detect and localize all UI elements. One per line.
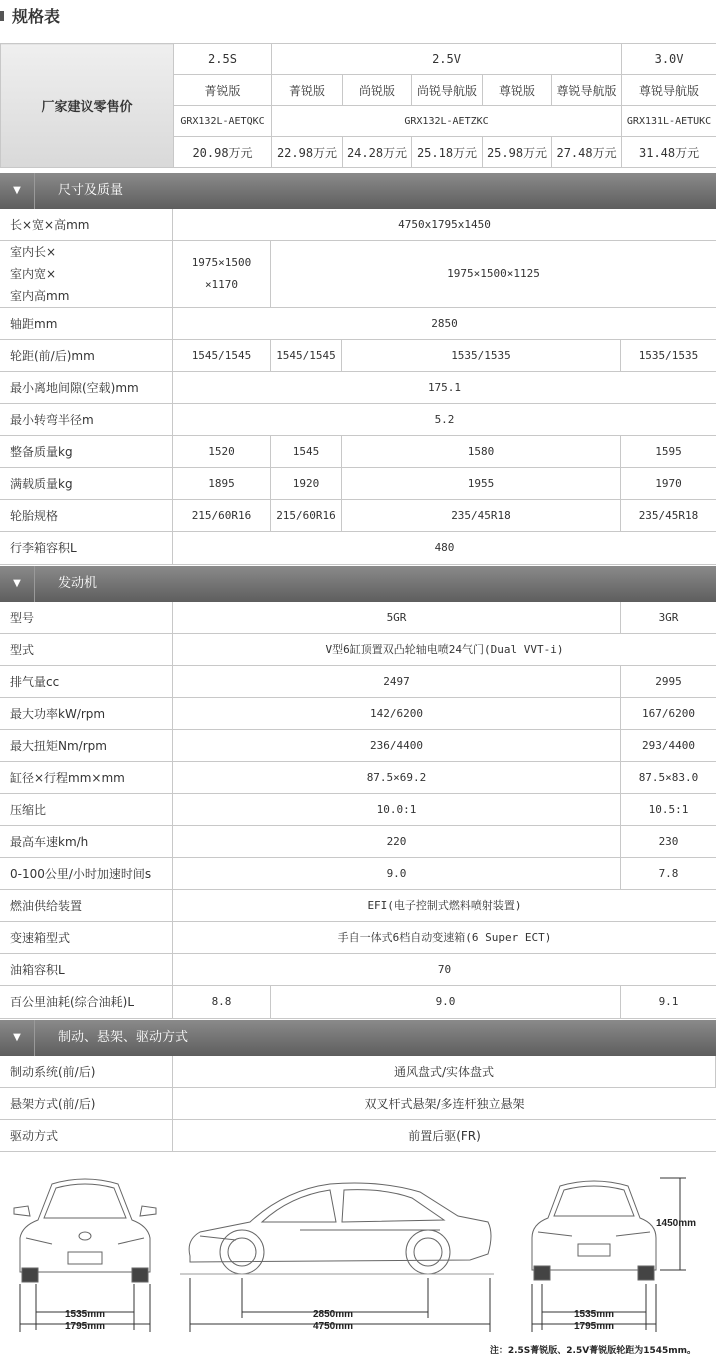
wheelbase-label: 2850mm — [312, 1309, 354, 1320]
spec-value: 87.5×83.0 — [638, 770, 699, 784]
spec-row — [0, 340, 716, 372]
spec-row — [0, 730, 716, 762]
spec-value: 1545/1545 — [173, 340, 271, 371]
spec-row — [0, 532, 716, 565]
price-value: 20.98万元 — [174, 137, 272, 168]
spec-value: V型6缸顶置双凸轮轴电喷24气门(Dual VVT-i) — [325, 642, 564, 656]
price-value: 27.48万元 — [552, 137, 622, 168]
rear-track-label: 1535mm — [573, 1309, 615, 1320]
spec-row — [0, 954, 716, 986]
spec-label-line: 室内高mm — [10, 289, 70, 303]
spec-label: 型式 — [0, 634, 173, 665]
price-value: 22.98万元 — [272, 137, 343, 168]
spec-row — [0, 826, 716, 858]
spec-label: 轮距(前/后)mm — [0, 340, 173, 371]
spec-row — [0, 372, 716, 404]
spec-row — [0, 602, 716, 634]
spec-label: 轮胎规格 — [0, 500, 173, 531]
engine-header: 2.5S — [174, 44, 272, 75]
rear-width-label: 1795mm — [573, 1321, 615, 1332]
page-header — [0, 0, 716, 30]
engine-header: 3.0V — [622, 44, 716, 75]
spec-row — [0, 404, 716, 436]
spec-label: 整备质量kg — [0, 436, 173, 467]
spec-label-line: 室内宽× — [10, 267, 57, 281]
spec-label: 0-100公里/小时加速时间s — [0, 858, 173, 889]
spec-value: 167/6200 — [642, 706, 695, 720]
price-value: 25.18万元 — [412, 137, 483, 168]
spec-value: 10.0:1 — [173, 794, 621, 825]
spec-row — [0, 858, 716, 890]
spec-value-line: ×1170 — [204, 278, 239, 291]
spec-value: 1895 — [173, 468, 271, 499]
spec-value: EFI(电子控制式燃料喷射装置) — [367, 898, 522, 912]
spec-label — [0, 241, 173, 307]
section-title: 制动、悬架、驱动方式 — [58, 1030, 189, 1045]
spec-label: 型号 — [0, 602, 173, 633]
grade-name: 尊锐导航版 — [552, 75, 622, 106]
spec-row — [0, 986, 716, 1019]
spec-row — [0, 468, 716, 500]
spec-value: 87.5×69.2 — [173, 762, 621, 793]
spec-label: 悬架方式(前/后) — [0, 1088, 173, 1119]
section-title: 尺寸及质量 — [58, 183, 124, 198]
spec-label: 长×宽×高mm — [0, 209, 173, 240]
spec-value: 236/4400 — [173, 730, 621, 761]
engine-header: 2.5V — [272, 44, 622, 75]
footnote: 注：2.5S菁锐版、2.5V菁锐版轮距为1545mm。 — [489, 1346, 696, 1356]
spec-value: 230 — [658, 834, 679, 848]
model-code: GRX132L-AETZKC — [272, 106, 622, 137]
spec-label: 油箱容积L — [0, 954, 173, 985]
spec-label: 轴距mm — [0, 308, 173, 339]
spec-value: 1545 — [271, 436, 342, 467]
spec-value-line: 1975×1500 — [191, 256, 252, 269]
grade-name: 尚锐版 — [343, 75, 412, 106]
spec-value: 1920 — [271, 468, 342, 499]
spec-row — [0, 1056, 716, 1088]
price-table — [0, 43, 716, 168]
spec-value: 1520 — [173, 436, 271, 467]
spec-value: 手自一体式6档自动变速箱(6 Super ECT) — [337, 930, 552, 944]
grade-name: 菁锐版 — [174, 75, 272, 106]
spec-row — [0, 922, 716, 954]
spec-value: 235/45R18 — [342, 500, 621, 531]
spec-value: 9.0 — [173, 858, 621, 889]
spec-label: 变速箱型式 — [0, 922, 173, 953]
spec-label: 最高车速km/h — [0, 826, 173, 857]
spec-value: 1970 — [655, 476, 682, 490]
spec-row — [0, 794, 716, 826]
spec-row — [0, 1088, 716, 1120]
spec-row — [0, 241, 716, 308]
spec-value: 9.1 — [658, 995, 679, 1008]
spec-label: 最小转弯半径m — [0, 404, 173, 435]
price-label: 厂家建议零售价 — [1, 44, 174, 168]
spec-value: 2497 — [173, 666, 621, 697]
spec-value: 9.0 — [271, 986, 621, 1018]
spec-value: 175.1 — [427, 380, 462, 394]
spec-value: 1955 — [342, 468, 621, 499]
spec-row — [0, 1120, 716, 1152]
spec-row — [0, 890, 716, 922]
spec-row — [0, 698, 716, 730]
spec-value: 220 — [173, 826, 621, 857]
spec-row — [0, 500, 716, 532]
grade-name: 尊锐版 — [483, 75, 552, 106]
spec-row — [0, 436, 716, 468]
spec-value: 480 — [434, 541, 455, 554]
spec-value: 2850 — [431, 316, 458, 330]
spec-label: 最大功率kW/rpm — [0, 698, 173, 729]
collapse-triangle-icon[interactable]: ▼ — [0, 1020, 35, 1056]
spec-value: 前置后驱(FR) — [408, 1128, 481, 1143]
spec-value: 5GR — [173, 602, 621, 633]
grade-name: 尚锐导航版 — [412, 75, 483, 106]
spec-value: 1580 — [342, 436, 621, 467]
spec-value: 1975×1500×1125 — [447, 267, 540, 280]
spec-value: 293/4400 — [642, 738, 695, 752]
spec-value: 4750x1795x1450 — [398, 217, 491, 231]
front-track-label: 1535mm — [64, 1309, 106, 1320]
spec-value: 10.5:1 — [648, 802, 689, 816]
height-label: 1450mm — [656, 1218, 697, 1229]
spec-value: 3GR — [658, 610, 679, 624]
spec-label: 满载质量kg — [0, 468, 173, 499]
spec-value: 235/45R18 — [638, 508, 699, 522]
title-marker — [0, 11, 4, 21]
price-value: 31.48万元 — [622, 137, 716, 168]
car-rear-view — [532, 1181, 656, 1280]
collapse-triangle-icon[interactable]: ▼ — [0, 173, 35, 209]
spec-label: 驱动方式 — [0, 1120, 173, 1151]
spec-value: 7.8 — [658, 866, 679, 880]
spec-value: 215/60R16 — [271, 500, 342, 531]
section-title: 发动机 — [58, 576, 98, 591]
spec-row — [0, 209, 716, 241]
car-dimension-svg — [0, 1160, 716, 1360]
car-front-view — [14, 1179, 156, 1282]
spec-row — [0, 634, 716, 666]
spec-label-line: 室内长× — [10, 245, 57, 259]
front-width-label: 1795mm — [64, 1321, 106, 1332]
spec-label: 制动系统(前/后) — [0, 1056, 173, 1087]
spec-label: 最小离地间隙(空载)mm — [0, 372, 173, 403]
section-header-engine[interactable] — [0, 566, 716, 602]
page-title: 规格表 — [12, 7, 61, 26]
dimension-diagram — [0, 1160, 716, 1360]
spec-label: 压缩比 — [0, 794, 173, 825]
collapse-triangle-icon[interactable]: ▼ — [0, 566, 35, 602]
spec-value: 1535/1535 — [638, 348, 699, 362]
grade-name: 菁锐版 — [272, 75, 343, 106]
price-value: 24.28万元 — [343, 137, 412, 168]
car-side-view — [180, 1183, 494, 1274]
spec-label: 燃油供给装置 — [0, 890, 173, 921]
spec-value: 70 — [437, 962, 452, 976]
spec-value: 双叉杆式悬架/多连杆独立悬架 — [364, 1096, 525, 1111]
spec-label: 百公里油耗(综合油耗)L — [0, 986, 173, 1018]
spec-value: 8.8 — [173, 986, 271, 1018]
spec-value: 5.2 — [434, 412, 455, 426]
spec-value: 1595 — [655, 444, 682, 458]
spec-value: 1535/1535 — [342, 340, 621, 371]
length-label: 4750mm — [312, 1321, 354, 1332]
spec-label: 行李箱容积L — [0, 532, 173, 564]
section-header-dims[interactable] — [0, 173, 716, 209]
spec-label: 最大扭矩Nm/rpm — [0, 730, 173, 761]
spec-value: 215/60R16 — [173, 500, 271, 531]
spec-row — [0, 762, 716, 794]
spec-value: 1545/1545 — [271, 340, 342, 371]
spec-label: 缸径×行程mm×mm — [0, 762, 173, 793]
price-value: 25.98万元 — [483, 137, 552, 168]
spec-value: 2995 — [655, 674, 682, 688]
model-code: GRX131L-AETUKC — [622, 106, 716, 137]
grade-name: 尊锐导航版 — [622, 75, 716, 106]
model-code: GRX132L-AETQKC — [174, 106, 272, 137]
spec-label: 排气量cc — [0, 666, 173, 697]
spec-row — [0, 666, 716, 698]
spec-row — [0, 308, 716, 340]
spec-value: 通风盘式/实体盘式 — [173, 1056, 716, 1087]
spec-value — [173, 241, 271, 307]
section-header-chassis[interactable] — [0, 1020, 716, 1056]
spec-value: 142/6200 — [173, 698, 621, 729]
